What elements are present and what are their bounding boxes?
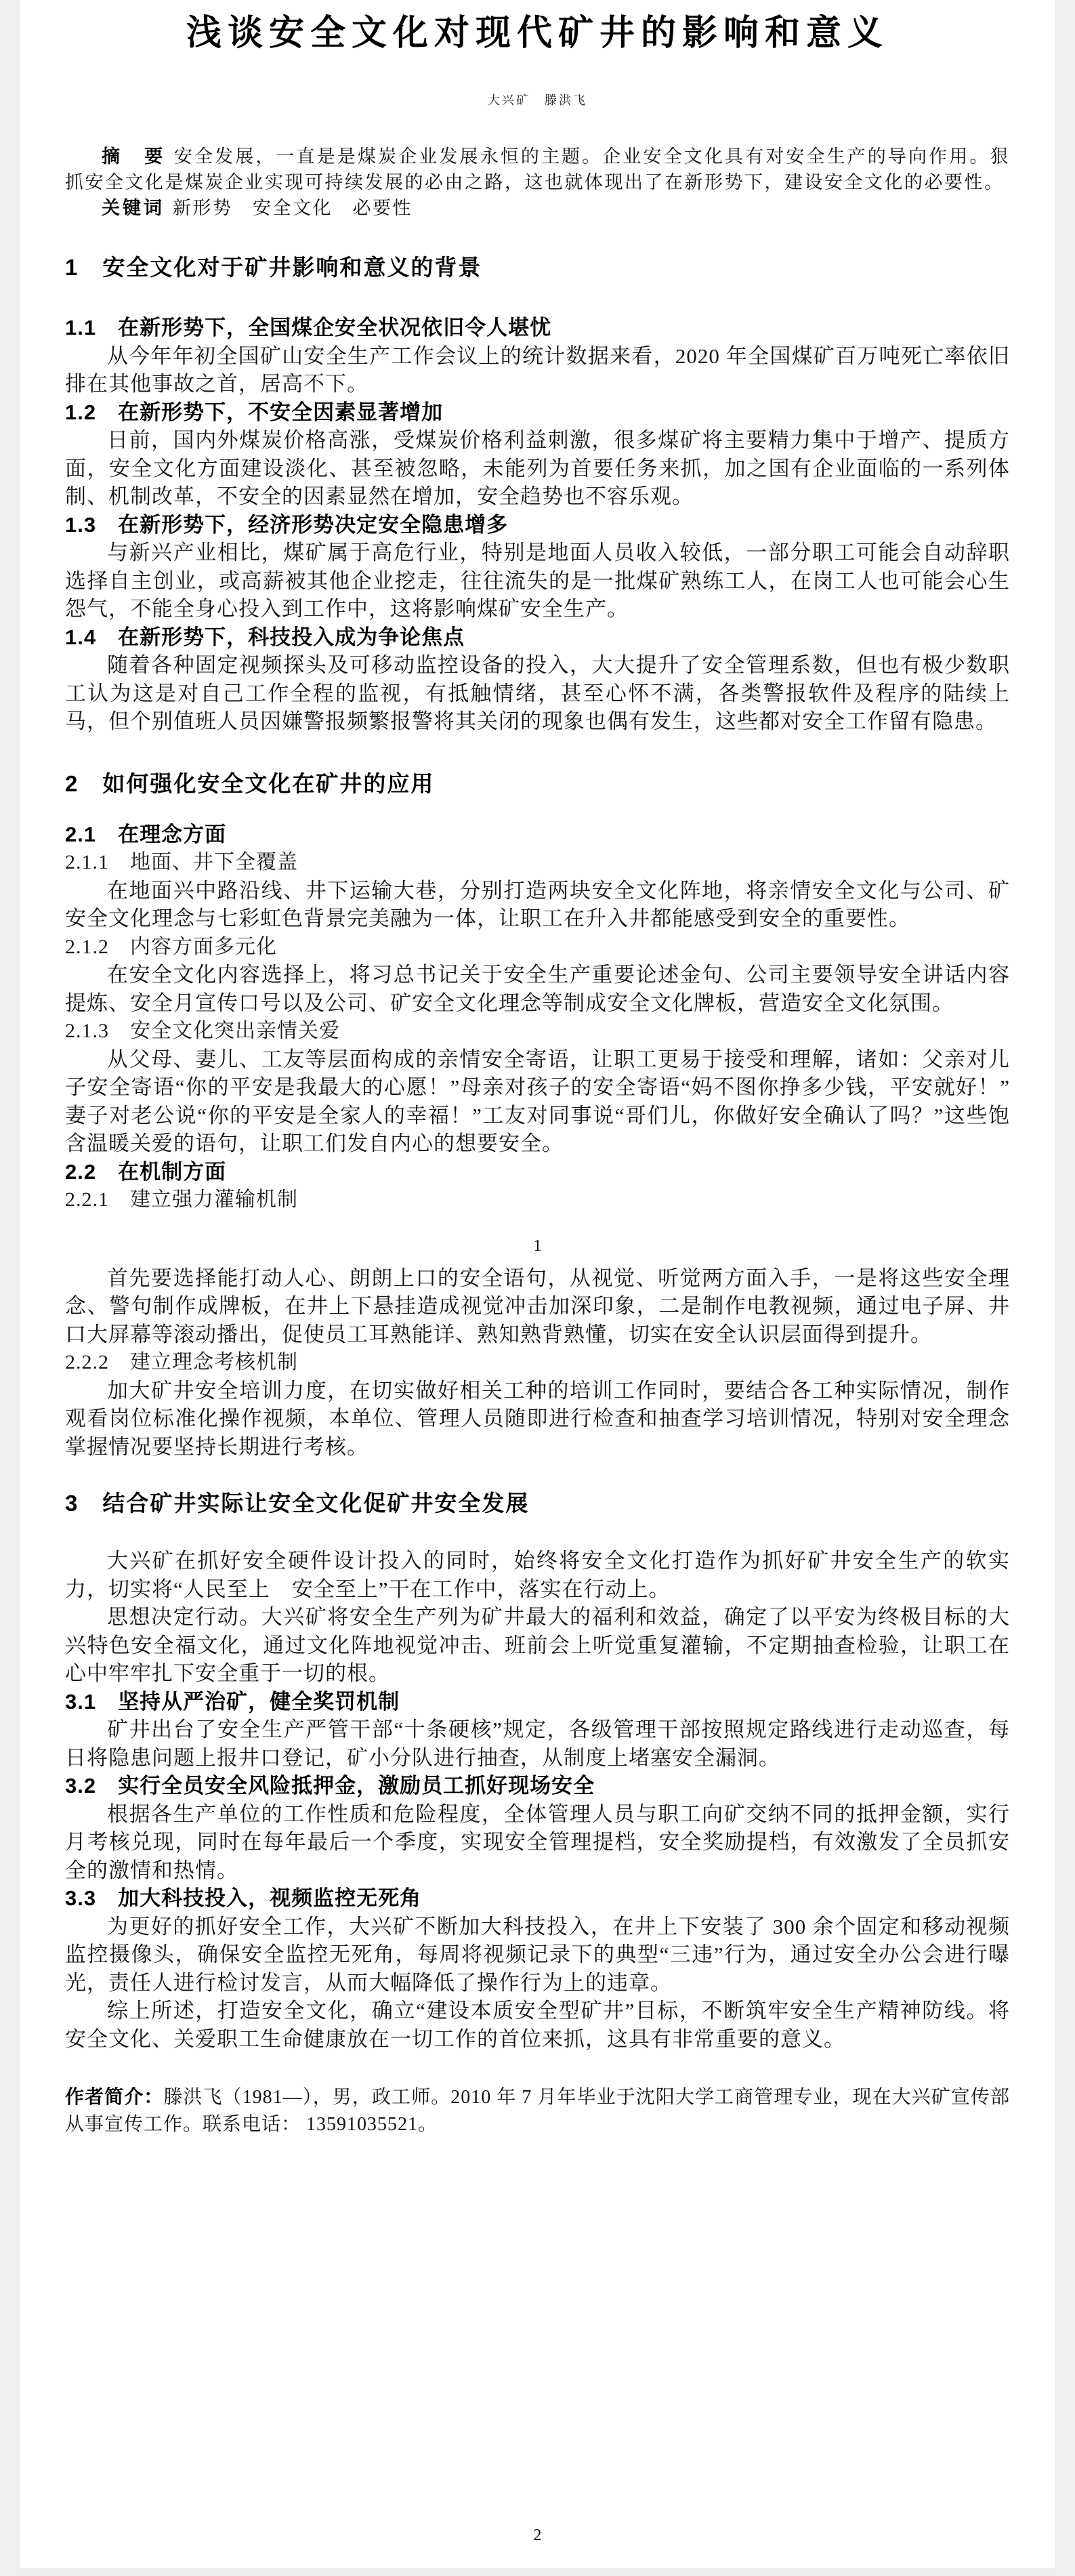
doc-title: 浅谈安全文化对现代矿井的影响和意义 [186,14,889,53]
document-page [20,0,1055,2568]
abstract-label: 摘 要 [102,146,166,167]
paragraph-3-intro-2: 思想决定行动。大兴矿将安全生产列为矿井最大的福利和效益，确定了以平安为终极目标的大兴特色安全福文化，通过文化阵地视觉冲击、班前会上听觉重复灌输，不定期抽查检验，让职工在心中牢牢扎下安全重于一切的根。 [65,1605,1010,1685]
paragraph-conclusion: 综上所述，打造安全文化，确立“建设本质安全型矿井”目标，不断筑牢安全生产精神防线。将安全文化、关爱职工生命健康放在一切工作的首位来抓，这具有非常重要的意义。 [65,1999,1010,2051]
author-bio-label: 作者简介： [65,2086,164,2107]
heading-1-3: 1.3 在新形势下，经济形势决定安全隐患增多 [65,512,509,537]
heading-1-1: 1.1 在新形势下，全国煤企安全状况依旧令人堪忧 [65,316,552,339]
paragraph-2-2-1: 首先要选择能打动人心、朗朗上口的安全语句，从视觉、听觉两方面入手，一是将这些安全理念、警句制作成牌板，在井上下悬挂造成视觉冲击加深印象，二是制作电教视频，通过电子屏、井口大屏幕等滚动播出，促使员工耳熟能详、熟知熟背熟懂，切实在安全认识层面得到提升。 [65,1266,1010,1346]
abstract-block [65,144,1010,221]
paragraph-1-2: 日前，国内外煤炭价格高涨，受煤炭价格利益刺激，很多煤矿将主要精力集中于增产、提质方面，安全文化方面建设淡化、甚至被忽略，未能列为首要任务来抓，加之国有企业面临的一系列体制、机制改革，不安全的因素显然在增加，安全趋势也不容乐观。 [65,428,1010,508]
paragraph-2-1-1: 在地面兴中路沿线、井下运输大巷，分别打造两块安全文化阵地，将亲情安全文化与公司、矿安全文化理念与七彩虹色背景完美融为一体，让职工在升入井都能感受到安全的重要性。 [65,878,1010,930]
page-number-2: 2 [533,2527,542,2544]
heading-2-2: 2.2 在机制方面 [65,1159,227,1184]
heading-3-1: 3.1 坚持从严治矿，健全奖罚机制 [65,1689,400,1713]
page-number-1: 1 [533,1237,542,1255]
heading-2-1: 2.1 在理念方面 [65,822,227,846]
section-1-heading: 1 安全文化对于矿井影响和意义的背景 [65,255,482,280]
author-bio-text: 滕洪飞（1981—），男，政工师。2010 年 7 月年毕业于沈阳大学工商管理专业，现在大兴矿宣传部从事宣传工作。联系电话： 13591035521。 [65,2087,1010,2135]
paragraph-3-2: 根据各生产单位的工作性质和危险程度，全体管理人员与职工向矿交纳不同的抵押金额，实行月考核兑现，同时在每年最后一个季度，实现安全管理提档，安全奖励提档，有效激发了全员抓安全的激情和热情。 [65,1802,1010,1882]
paragraph-3-3: 为更好的抓好安全工作，大兴矿不断加大科技投入，在井上下安装了 300 余个固定和移动视频监控摄像头，确保安全监控无死角，每周将视频记录下的典型“三违”行为，通过安全办公会进行曝光，责任人进行检讨发言，从而大幅降低了操作行为上的违章。 [65,1914,1010,1995]
paragraph-2-2-2: 加大矿井安全培训力度，在切实做好相关工种的培训工作同时，要结合各工种实际情况，制作观看岗位标准化操作视频，本单位、管理人员随即进行检查和抽查学习培训情况，特别对安全理念掌握情况要坚持长期进行考核。 [65,1378,1010,1459]
keywords-text: 新形势 安全文化 必要性 [173,198,413,218]
paragraph-1-1: 从今年年初全国矿山安全生产工作会议上的统计数据来看，2020 年全国煤矿百万吨死亡率依旧排在其他事故之首，居高不下。 [65,344,1010,396]
heading-2-1-3: 2.1.3 安全文化突出亲情关爱 [65,1020,340,1042]
section-3-heading: 3 结合矿井实际让安全文化促矿井安全发展 [65,1491,530,1516]
abstract-text: 安全发展，一直是是煤炭企业发展永恒的主题。企业安全文化具有对安全生产的导向作用。狠抓安全文化是煤炭企业实现可持续发展的必由之路，这也就体现出了在新形势下，建设安全文化的必要性。 [65,146,1011,192]
author-bio [65,2083,1010,2138]
abstract-paragraph [65,144,1010,195]
paragraph-2-1-3: 从父母、妻儿、工友等层面构成的亲情安全寄语，让职工更易于接受和理解，诸如：父亲对儿子安全寄语“你的平安是我最大的心愿！”母亲对孩子的安全寄语“妈不图你挣多少钱，平安就好！”妻子对老公说“你的平安是全家人的幸福！”工友对同事说“哥们儿，你做好安全确认了吗？”这些饱含温暖关爱的语句，让职工们发自内心的想要安全。 [65,1047,1010,1155]
keywords-label: 关键词 [102,198,165,218]
heading-2-1-1: 2.1.1 地面、井下全覆盖 [65,851,298,873]
paragraph-3-1: 矿井出台了安全生产严管干部“十条硬核”规定，各级管理干部按照规定路线进行走动巡查，每日将隐患问题上报井口登记，矿小分队进行抽查，从制度上堵塞安全漏洞。 [65,1718,1010,1770]
paragraph-3-intro-1: 大兴矿在抓好安全硬件设计投入的同时，始终将安全文化打造作为抓好矿井安全生产的软实力，切实将“人民至上 安全至上”干在工作中，落实在行动上。 [65,1549,1010,1601]
heading-3-2: 3.2 实行全员安全风险抵押金，激励员工抓好现场安全 [65,1774,595,1798]
section-2-heading: 2 如何强化安全文化在矿井的应用 [65,770,435,796]
paragraph-1-4: 随着各种固定视频探头及可移动监控设备的投入，大大提升了安全管理系数，但也有极少数职工认为这是对自己工作全程的监视，有抵触情绪，甚至心怀不满，各类警报软件及程序的陆续上马，但个别值班人员因嫌警报频繁报警将其关闭的现象也偶有发生，这些都对安全工作留有隐患。 [65,653,1010,733]
heading-1-2: 1.2 在新形势下，不安全因素显著增加 [65,400,444,424]
paragraph-1-3: 与新兴产业相比，煤矿属于高危行业，特别是地面人员收入较低，一部分职工可能会自动辞职选择自主创业，或高薪被其他企业挖走，往往流失的是一批煤矿熟练工人，在岗工人也可能会心生怨气，不能全身心投入到工作中，这将影响煤矿安全生产。 [65,541,1010,621]
heading-1-4: 1.4 在新形势下，科技投入成为争论焦点 [65,625,465,649]
heading-2-2-2: 2.2.2 建立理念考核机制 [65,1351,298,1373]
heading-2-1-2: 2.1.2 内容方面多元化 [65,935,277,958]
heading-3-3: 3.3 加大科技投入，视频监控无死角 [65,1886,422,1910]
heading-2-2-1: 2.2.1 建立强力灌输机制 [65,1188,298,1211]
keywords-line [65,195,1010,221]
paragraph-2-1-2: 在安全文化内容选择上，将习总书记关于安全生产重要论述金句、公司主要领导安全讲话内容提炼、安全月宣传口号以及公司、矿安全文化理念等制成安全文化牌板，营造安全文化氛围。 [65,963,1010,1015]
byline: 大兴矿 滕洪飞 [488,94,587,107]
